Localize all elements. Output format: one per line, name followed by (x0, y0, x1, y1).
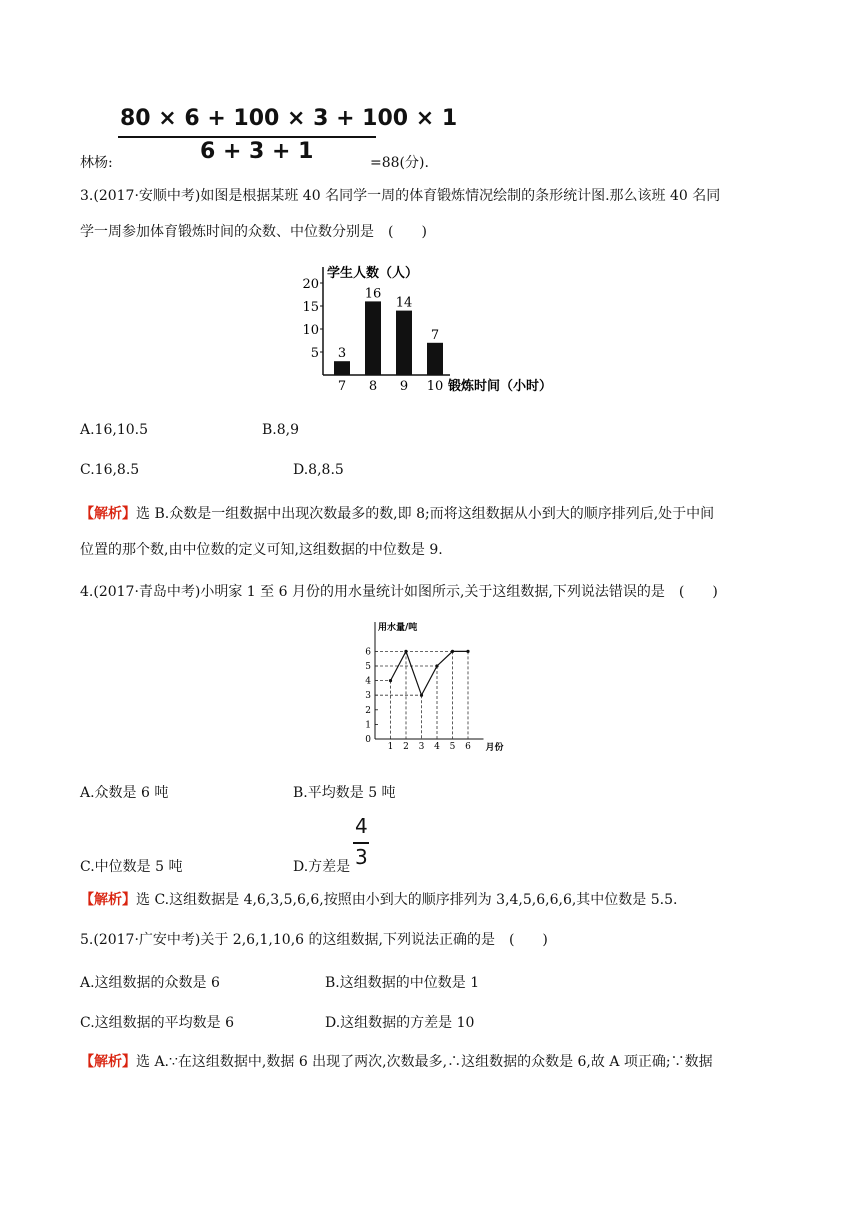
q5-option-b: B.这组数据的中位数是 1 (325, 975, 480, 991)
q4-line-chart (355, 618, 515, 758)
q5-option-c: C.这组数据的平均数是 6 (80, 1015, 235, 1031)
x-tick-label: 7 (337, 379, 347, 394)
bar (365, 301, 381, 375)
q4-analysis-text: 选 C.这组数据是 4,6,3,5,6,6,按照由小到大的顺序排列为 3,4,5,6,6,6,其中位数是 5.5. (136, 892, 678, 908)
y-tick-label: 20 (302, 277, 319, 292)
q4-option-a: A.众数是 6 吨 (80, 785, 169, 801)
bar (334, 361, 350, 375)
y-tick-label: 6 (365, 647, 371, 658)
x-tick-label: 1 (387, 742, 394, 752)
bar-data-label: 3 (337, 346, 347, 362)
x-tick-label: 6 (465, 742, 471, 752)
y-axis-title: 用水量/吨 (378, 623, 418, 633)
bar-data-label: 16 (364, 286, 382, 302)
q3-option-c: C.16,8.5 (80, 462, 140, 478)
x-tick-label: 9 (399, 379, 409, 394)
y-tick-label: 5 (310, 346, 319, 361)
y-tick-label: 5 (365, 662, 371, 672)
q3-bar-chart (285, 260, 585, 400)
q5-analysis (80, 1052, 713, 1072)
x-axis-title: 月份 (485, 743, 504, 753)
y-tick-label: 0 (365, 735, 371, 745)
series-line (391, 651, 469, 695)
q4-option-b: B.平均数是 5 吨 (293, 785, 396, 801)
y-tick-label: 3 (365, 691, 371, 702)
q3-option-a: A.16,10.5 (80, 422, 148, 438)
q4-analysis (80, 890, 677, 910)
data-point (466, 650, 469, 653)
x-tick-label: 8 (368, 379, 378, 394)
q3-stem-line2: 学一周参加体育锻炼时间的众数、中位数分别是 ( ) (80, 224, 427, 240)
q2-denominator: 6 + 3 + 1 (200, 139, 314, 164)
q4-option-c: C.中位数是 5 吨 (80, 859, 183, 875)
q4-stem: 4.(2017·青岛中考)小明家 1 至 6 月份的用水量统计如图所示,关于这组数据,下列说法错误的是 ( ) (80, 584, 718, 600)
x-axis-title: 锻炼时间（小时） (448, 379, 553, 394)
y-tick-label: 1 (365, 720, 371, 731)
q3-analysis-tag: 【解析】 (80, 506, 136, 522)
y-tick-label: 10 (302, 323, 319, 338)
q5-analysis-tag: 【解析】 (80, 1054, 136, 1070)
data-point (420, 694, 423, 697)
q2-fraction-bar (118, 136, 376, 138)
q2-numerator: 80 × 6 + 100 × 3 + 100 × 1 (120, 106, 458, 131)
q3-option-b: B.8,9 (262, 422, 300, 438)
q4-analysis-tag: 【解析】 (80, 892, 136, 908)
x-tick-label: 5 (449, 742, 456, 752)
q3-option-d: D.8,8.5 (293, 462, 344, 478)
y-tick-label: 15 (302, 300, 319, 315)
q5-analysis-text: 选 A.∵在这组数据中,数据 6 出现了两次,次数最多,∴这组数据的众数是 6,故 A 项正确;∵数据 (136, 1054, 713, 1070)
q2-prefix: 林杨: (80, 155, 113, 171)
y-tick-label: 2 (365, 705, 371, 716)
bar-data-label: 14 (395, 295, 413, 311)
y-tick-label: 4 (365, 676, 371, 687)
data-point (451, 650, 454, 653)
bar (427, 343, 443, 375)
q4-fraction-bar (353, 842, 369, 844)
bar-data-label: 7 (430, 327, 440, 343)
q3-analysis-line2: 位置的那个数,由中位数的定义可知,这组数据的中位数是 9. (80, 542, 443, 558)
q4-fraction-den: 3 (355, 845, 368, 869)
bar (396, 311, 412, 375)
x-tick-label: 2 (403, 742, 409, 752)
data-point (389, 679, 392, 682)
q3-stem-line1: 3.(2017·安顺中考)如图是根据某班 40 名同学一周的体育锻炼情况绘制的条形统计图.那么该班 40 名同 (80, 188, 721, 204)
x-tick-label: 3 (418, 742, 425, 752)
q4-option-d: D.方差是 (293, 859, 351, 875)
q3-analysis-text1: 选 B.众数是一组数据中出现次数最多的数,即 8;而将这组数据从小到大的顺序排列后,处于中间 (136, 506, 715, 522)
q5-stem: 5.(2017·广安中考)关于 2,6,1,10,6 的这组数据,下列说法正确的是 ( ) (80, 932, 548, 948)
q5-option-d: D.这组数据的方差是 10 (325, 1015, 475, 1031)
x-tick-label: 4 (434, 742, 440, 752)
q4-fraction-num: 4 (355, 814, 368, 838)
q3-analysis-line1 (80, 504, 714, 524)
x-tick-label: 10 (426, 379, 444, 394)
data-point (435, 664, 438, 667)
q5-option-a: A.这组数据的众数是 6 (80, 975, 220, 991)
data-point (404, 650, 407, 653)
y-axis-title: 学生人数（人） (327, 266, 419, 281)
q2-result: =88(分). (370, 155, 429, 171)
